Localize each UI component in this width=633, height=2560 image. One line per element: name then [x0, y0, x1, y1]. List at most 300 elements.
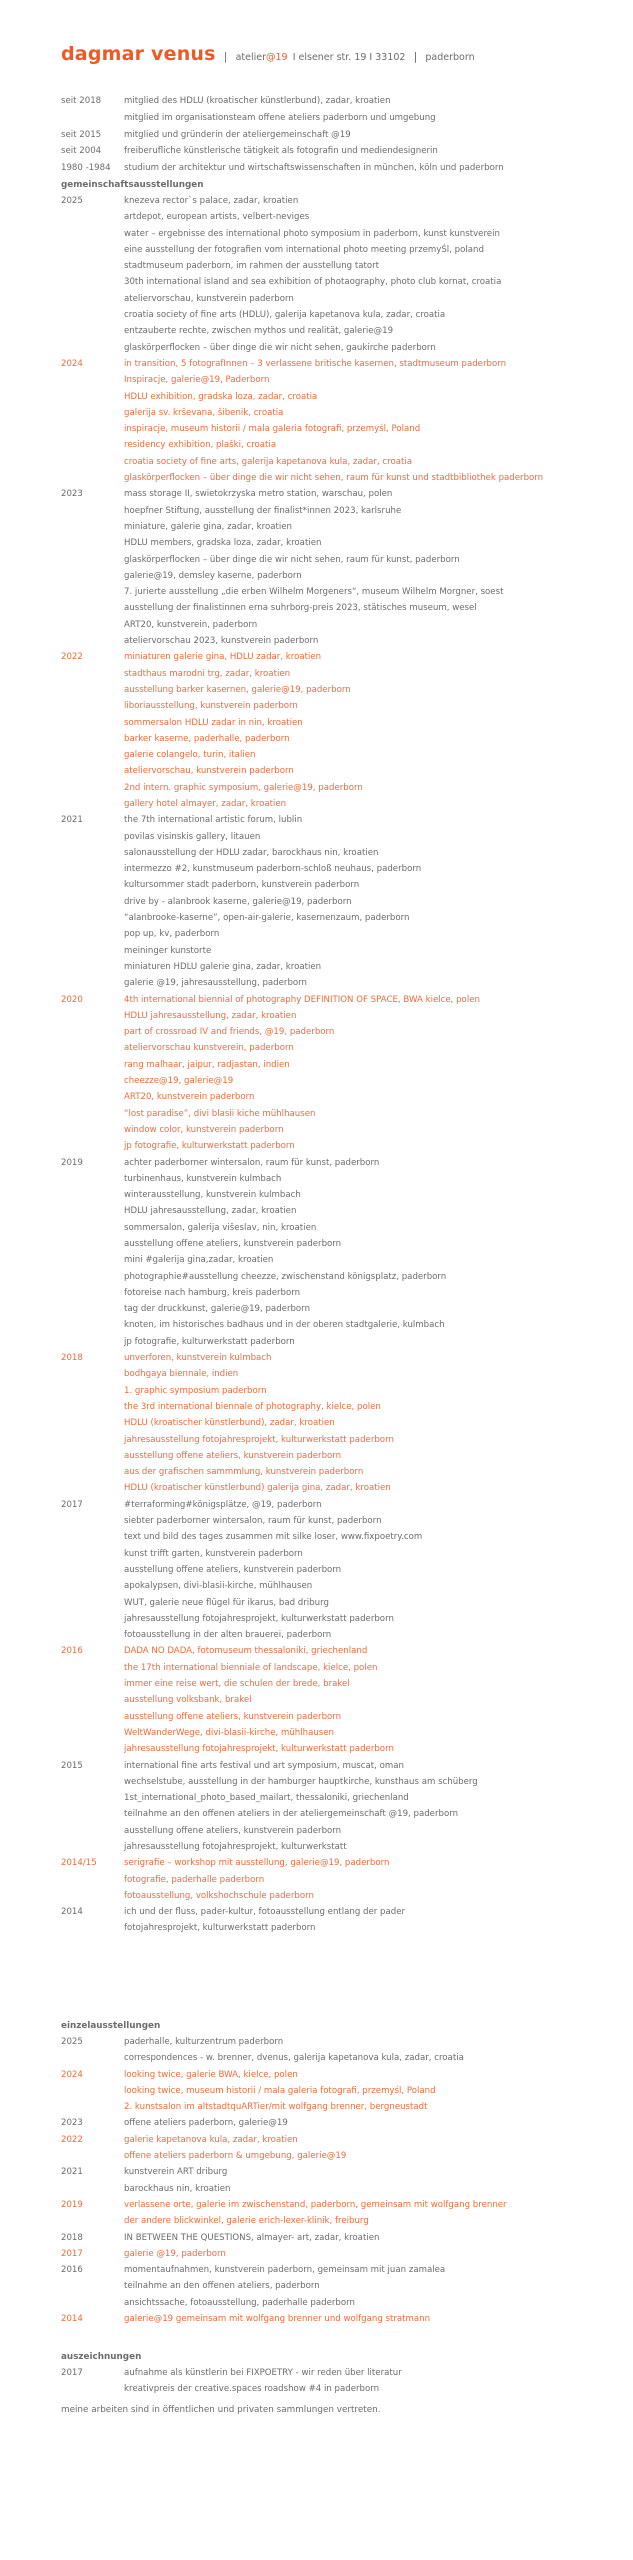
- entry-text: fotoausstellung, volkshochschule paderborn: [124, 1890, 314, 1901]
- list-item: [61, 600, 621, 616]
- entry-text: drive by - alanbrook kaserne, galerie@19, paderborn: [124, 896, 352, 907]
- entry-text: achter paderborner wintersalon, raum für kunst, paderborn: [124, 1157, 380, 1168]
- year-label: seit 2018: [61, 96, 102, 106]
- list-item: [61, 1578, 621, 1594]
- section-title: gemeinschaftsausstellungen: [61, 180, 204, 190]
- year-label: [61, 2181, 124, 2197]
- year-label: [61, 421, 124, 437]
- entry-text: siebter paderborner wintersalon, raum für kunst, paderborn: [124, 1516, 382, 1527]
- list-item: [61, 2278, 621, 2294]
- entry-text: liboriausstellung, kunstverein paderborn: [124, 701, 298, 712]
- group-exhibitions-list: [61, 193, 621, 1937]
- entry-text: ateliervorschau, kunstverein paderborn: [124, 293, 294, 304]
- year-label: seit 2004: [61, 146, 102, 157]
- list-item: [61, 1073, 621, 1089]
- entry-text: fotografie, paderhalle paderborn: [124, 1874, 265, 1885]
- list-item: [61, 2050, 621, 2066]
- year-label: [61, 1008, 124, 1024]
- list-item: [61, 682, 621, 698]
- entry-text: correspondences - w. brenner, dvenus, galerija kapetanova kula, zadar, croatia: [124, 2053, 464, 2064]
- entry-text: hoepfner Stiftung, ausstellung der finalist*innen 2023, karlsruhe: [124, 505, 402, 516]
- list-item: [61, 1888, 621, 1904]
- list-item: [61, 2067, 621, 2083]
- list-item: [61, 1806, 621, 1822]
- list-item: [61, 1513, 621, 1529]
- year-label: [61, 1464, 124, 1480]
- entry-text: barockhaus nin, kroatien: [124, 2183, 231, 2194]
- entry-text: photographie#ausstellung cheezze, zwischenstand königsplatz, paderborn: [124, 1271, 447, 1282]
- bio-item: [61, 160, 621, 177]
- year-label: [61, 617, 124, 633]
- list-item: [61, 2213, 621, 2229]
- collections-note: meine arbeiten sind in öffentlichen und privaten sammlungen vertreten.: [61, 2404, 381, 2415]
- address: I elsener str. 19 I 33102: [292, 52, 406, 63]
- year-label: [61, 2050, 124, 2066]
- separator: |: [413, 50, 418, 63]
- list-item: [61, 1709, 621, 1725]
- entry-text: “lost paradise”, divi blasii kiche mühlhausen: [124, 1108, 316, 1119]
- entry-text: galerie@19, demsley kaserne, paderborn: [124, 570, 302, 581]
- entry-text: offene ateliers paderborn, galerie@19: [124, 2118, 288, 2129]
- year-label: 2016: [61, 2265, 83, 2276]
- year-label: [61, 226, 124, 242]
- entry-text: residency exhibition, plaški, croatia: [124, 440, 277, 451]
- list-item: [61, 2230, 621, 2246]
- list-item: [61, 894, 621, 910]
- year-label: [61, 552, 124, 568]
- entry-text: galerie@19 gemeinsam mit wolfgang brenner und wolfgang stratmann: [124, 2314, 431, 2325]
- entry-text: jahresausstellung fotojahresprojekt, kulturwerkstatt: [124, 1841, 347, 1852]
- list-item: [61, 1758, 621, 1774]
- list-item: [61, 1627, 621, 1643]
- year-label: [61, 1823, 124, 1839]
- year-label: [61, 877, 124, 893]
- year-label: [61, 454, 124, 470]
- year-label: 2024: [61, 358, 83, 369]
- entry-text: looking twice, museum historii / mala galeria fotografi, przemyśl, Poland: [124, 2085, 436, 2096]
- entry-text: artdepot, european artists, velbert-neviges: [124, 212, 310, 223]
- list-item: [61, 1839, 621, 1855]
- year-label: 2016: [61, 1646, 83, 1657]
- list-item: [61, 372, 621, 388]
- entry-text: croatia society of fine arts, galerija kapetanova kula, zadar, croatia: [124, 456, 413, 467]
- year-label: [61, 780, 124, 796]
- entry-text: WUT, galerie neue flügel für ikarus, bad driburg: [124, 1597, 329, 1608]
- entry-text: international fine arts festival und art symposium, muscat, oman: [124, 1760, 404, 1771]
- list-item: [61, 389, 621, 405]
- list-item: [61, 307, 621, 323]
- year-label: [61, 1187, 124, 1203]
- list-item: [61, 1415, 621, 1431]
- entry-text: povilas visinskis gallery, litauen: [124, 831, 261, 842]
- year-label: [61, 1057, 124, 1073]
- year-label: [61, 2381, 124, 2397]
- list-item: [61, 1024, 621, 1040]
- year-label: [61, 1741, 124, 1757]
- entry-text: paderhalle, kulturzentrum paderborn: [124, 2037, 284, 2047]
- list-item: [61, 2099, 621, 2115]
- awards-list: [61, 2365, 621, 2398]
- entry-text: HDLU exhibition, gradska loza, zadar, croatia: [124, 391, 318, 402]
- year-label: [61, 829, 124, 845]
- list-item: [61, 617, 621, 633]
- year-label: [61, 633, 124, 649]
- entry-text: ausstellung offene ateliers, kunstverein paderborn: [124, 1239, 342, 1249]
- year-label: 2018: [61, 2232, 83, 2243]
- list-item: [61, 2246, 621, 2262]
- year-label: [61, 1024, 124, 1040]
- entry-text: ausstellung volksbank, brakel: [124, 1695, 252, 1706]
- list-item: [61, 1823, 621, 1839]
- entry-text: the 17th international bienniale of landscape, kielce, polen: [124, 1662, 378, 1673]
- year-label: [61, 600, 124, 616]
- list-item: [61, 1546, 621, 1562]
- list-item: [61, 1171, 621, 1187]
- year-label: [61, 1888, 124, 1904]
- entry-text: 4th international biennial of photography DEFINITION OF SPACE, BWA kielce, polen: [124, 994, 480, 1005]
- list-item: [61, 780, 621, 796]
- year-label: 2025: [61, 196, 83, 206]
- year-label: 2019: [61, 2199, 83, 2210]
- atelier-accent: @19: [266, 52, 288, 63]
- list-item: [61, 1692, 621, 1708]
- year-label: [61, 747, 124, 763]
- year-label: [61, 666, 124, 682]
- year-label: 2022: [61, 2134, 83, 2145]
- year-label: [61, 796, 124, 812]
- year-label: [61, 1790, 124, 1806]
- entry-text: ateliervorschau 2023, kunstverein paderborn: [124, 636, 319, 647]
- entry-text: cheezze@19, galerie@19: [124, 1076, 234, 1087]
- list-item: [61, 1138, 621, 1154]
- year-label: [61, 1089, 124, 1105]
- entry-text: HDLU (kroatischer künstlerbund) galerija gina, zadar, kroatien: [124, 1483, 391, 1494]
- entry-text: verlassene orte, galerie im zwischenstand, paderborn, gemeinsam mit wolfgang brenner: [124, 2199, 507, 2210]
- list-item: [61, 1611, 621, 1627]
- list-item: [61, 1040, 621, 1056]
- list-item: [61, 2311, 621, 2327]
- list-item: [61, 975, 621, 991]
- year-label: 2014: [61, 1907, 83, 1918]
- year-label: [61, 1334, 124, 1350]
- entry-text: looking twice, galerie BWA, kielce, polen: [124, 2069, 298, 2080]
- list-item: [61, 291, 621, 307]
- year-label: [61, 405, 124, 421]
- year-label: 2017: [61, 1499, 83, 1510]
- year-label: [61, 1839, 124, 1855]
- entry-text: galerie @19, paderborn: [124, 2248, 226, 2259]
- entry-text: #terraforming#königsplätze, @19, paderborn: [124, 1499, 322, 1510]
- list-item: [61, 552, 621, 568]
- entry-text: 2nd intern. graphic symposium, galerie@19, paderborn: [124, 782, 363, 793]
- list-item: [61, 1595, 621, 1611]
- year-label: 2025: [61, 2037, 83, 2047]
- list-item: [61, 535, 621, 551]
- year-label: 2021: [61, 815, 83, 826]
- entry-text: ich und der fluss, pader-kultur, fotoausstellung entlang der pader: [124, 1907, 406, 1918]
- entry-text: fotoausstellung in der alten brauerei, paderborn: [124, 1630, 332, 1641]
- year-label: [61, 1366, 124, 1382]
- year-label: [61, 1676, 124, 1692]
- year-label: [61, 307, 124, 323]
- year-label: [61, 1236, 124, 1252]
- year-label: [61, 1285, 124, 1301]
- year-label: [61, 1562, 124, 1578]
- entry-text: knoten, im historisches badhaus und in der oberen stadtgalerie, kulmbach: [124, 1320, 445, 1331]
- list-item: [61, 405, 621, 421]
- entry-text: 2. kunstsalon im altstadtquARTier/mit wolfgang brenner, bergneustadt: [124, 2102, 428, 2113]
- list-item: [61, 454, 621, 470]
- list-item: [61, 519, 621, 535]
- entry-text: miniaturen galerie gina, HDLU zadar, kroatien: [124, 652, 322, 663]
- year-label: 2017: [61, 2368, 83, 2378]
- list-item: [61, 1741, 621, 1757]
- entry-text: intermezzo #2, kunstmuseum paderborn-schloß neuhaus, paderborn: [124, 864, 422, 875]
- list-item: [61, 1203, 621, 1219]
- entry-text: text und bild des tages zusammen mit silke loser, www.fixpoetry.com: [124, 1532, 423, 1543]
- list-item: [61, 796, 621, 812]
- entry-text: rang malhaar, jaipur, radjastan, indien: [124, 1059, 290, 1070]
- entry-text: HDLU (kroatischer künstlerbund), zadar, kroatien: [124, 1418, 335, 1429]
- year-label: [61, 894, 124, 910]
- list-item: [61, 633, 621, 649]
- solo-exhibitions-section: [61, 2018, 621, 2327]
- bio-item: [61, 127, 621, 144]
- list-item: [61, 2262, 621, 2278]
- entry-text: ausstellung der finalistinnen erna suhrborg-preis 2023, stätisches museum, wesel: [124, 603, 477, 614]
- year-label: [61, 2278, 124, 2294]
- entry-text: glaskörperflocken – über dinge die wir nicht sehen, raum für kunst und stadtbibliothek paderborn: [124, 473, 544, 484]
- list-item: [61, 568, 621, 584]
- entry-text: HDLU jahresausstellung, zadar, kroatien: [124, 1010, 297, 1021]
- year-label: 2021: [61, 2167, 83, 2178]
- year-label: [61, 372, 124, 388]
- year-label: [61, 1725, 124, 1741]
- list-item: [61, 1236, 621, 1252]
- year-label: seit 2015: [61, 129, 102, 140]
- year-label: [61, 1448, 124, 1464]
- list-item: [61, 1725, 621, 1741]
- list-item: [61, 1872, 621, 1888]
- year-label: [61, 1171, 124, 1187]
- year-label: [61, 943, 124, 959]
- entry-text: mitglied des HDLU (kroatischer künstlerbund), zadar, kroatien: [124, 96, 391, 106]
- list-item: [61, 926, 621, 942]
- entry-text: aus der grafischen sammmlung, kunstverein paderborn: [124, 1467, 364, 1478]
- year-label: [61, 470, 124, 486]
- list-item: [61, 242, 621, 258]
- list-item: [61, 1676, 621, 1692]
- entry-text: kultursommer stadt paderborn, kunstverein paderborn: [124, 880, 360, 891]
- entry-text: mitglied im organisationsteam offene ateliers paderborn und umgebung: [124, 112, 436, 123]
- entry-text: jp fotografie, kulturwerkstatt paderborn: [124, 1336, 295, 1347]
- entry-text: freiberufliche künstlerische tätigkeit als fotografin und mediendesignerin: [124, 146, 438, 157]
- list-item: [61, 1497, 621, 1513]
- list-item: [61, 323, 621, 339]
- year-label: [61, 242, 124, 258]
- list-item: [61, 1643, 621, 1659]
- entry-text: galerie colangelo, turin, italien: [124, 750, 256, 761]
- entry-text: the 7th international artistic forum, lublin: [124, 815, 303, 826]
- year-label: [61, 1138, 124, 1154]
- atelier-label: atelier@19: [235, 52, 288, 63]
- year-label: [61, 2083, 124, 2099]
- list-item: [61, 1562, 621, 1578]
- entry-text: immer eine reise wert, die schulen der brede, brakel: [124, 1679, 350, 1690]
- year-label: [61, 731, 124, 747]
- year-label: [61, 2213, 124, 2229]
- list-item: [61, 356, 621, 372]
- list-item: [61, 421, 621, 437]
- entry-text: sommersalon, galerija višeslav, nin, kroatien: [124, 1222, 317, 1233]
- year-label: [61, 1203, 124, 1219]
- awards-section: [61, 2349, 621, 2418]
- entry-text: unverforen, kunstverein kulmbach: [124, 1353, 272, 1364]
- list-item: [61, 1269, 621, 1285]
- year-label: [61, 1122, 124, 1138]
- year-label: [61, 1317, 124, 1333]
- year-label: [61, 1399, 124, 1415]
- year-label: [61, 926, 124, 942]
- year-label: 2014: [61, 2314, 83, 2325]
- year-label: [61, 682, 124, 698]
- entry-text: 7. jurierte ausstellung „die erben Wilhelm Morgeners“, museum Wilhelm Morgner, soest: [124, 587, 504, 598]
- entry-text: turbinenhaus, kunstverein kulmbach: [124, 1173, 282, 1184]
- list-item: [61, 2132, 621, 2148]
- entry-text: part of crossroad IV and friends, @19, paderborn: [124, 1027, 335, 1038]
- year-label: 1980 -1984: [61, 163, 111, 174]
- entry-text: ART20, kunstverein paderborn: [124, 1092, 255, 1103]
- year-label: [61, 1611, 124, 1627]
- list-item: [61, 1529, 621, 1545]
- entry-text: water – ergebnisse des international photo symposium in paderborn, kunst kunstverein: [124, 228, 500, 239]
- list-item: [61, 1220, 621, 1236]
- list-item: [61, 763, 621, 779]
- year-label: 2018: [61, 1353, 83, 1364]
- year-label: [61, 1546, 124, 1562]
- list-item: [61, 959, 621, 975]
- bio-item: [61, 143, 621, 160]
- list-item: [61, 1383, 621, 1399]
- entry-text: bodhgaya biennale, indien: [124, 1369, 239, 1380]
- year-label: [61, 1480, 124, 1496]
- entry-text: mass storage II, swietokrzyska metro station, warschau, polen: [124, 489, 393, 500]
- list-item: [61, 731, 621, 747]
- year-label: [61, 1220, 124, 1236]
- city: paderborn: [425, 52, 475, 63]
- list-item: [61, 1334, 621, 1350]
- year-label: [61, 715, 124, 731]
- entry-text: knezeva rector`s palace, zadar, kroatien: [124, 196, 299, 206]
- year-label: [61, 1432, 124, 1448]
- list-item: [61, 812, 621, 828]
- separator: |: [223, 50, 228, 63]
- list-item: [61, 2164, 621, 2180]
- entry-text: mitglied und gründerin der ateliergemeinschaft @19: [124, 129, 351, 140]
- list-item: [61, 193, 621, 209]
- year-label: [61, 959, 124, 975]
- year-label: [61, 2295, 124, 2311]
- year-label: [61, 910, 124, 926]
- year-label: 2023: [61, 489, 83, 500]
- list-item: [61, 503, 621, 519]
- entry-text: salonausstellung der HDLU zadar, barockhaus nin, kroatien: [124, 847, 379, 858]
- list-item: [61, 747, 621, 763]
- list-item: [61, 1089, 621, 1105]
- list-item: [61, 1464, 621, 1480]
- year-label: 2014/15: [61, 1858, 97, 1869]
- entry-text: galerie kapetanova kula, zadar, kroatien: [124, 2134, 298, 2145]
- list-item: [61, 274, 621, 290]
- entry-text: DADA NO DADA, fotomuseum thessaloniki, griechenland: [124, 1646, 368, 1657]
- list-item: [61, 584, 621, 600]
- list-item: [61, 666, 621, 682]
- page-header: [61, 43, 475, 65]
- entry-text: apokalypsen, divi-blasii-kirche, mühlhausen: [124, 1581, 313, 1592]
- entry-text: mini #galerija gina,zadar, kroatien: [124, 1255, 274, 1266]
- list-item: [61, 829, 621, 845]
- entry-text: kunstverein ART driburg: [124, 2167, 228, 2178]
- list-item: [61, 861, 621, 877]
- year-label: [61, 1252, 124, 1268]
- entry-text: in transition, 5 fotografInnen – 3 verlassene britische kasernen, stadtmuseum paderborn: [124, 358, 507, 369]
- list-item: [61, 2115, 621, 2131]
- year-label: [61, 1040, 124, 1056]
- entry-text: meininger kunstorte: [124, 945, 212, 956]
- year-label: [61, 698, 124, 714]
- list-item: [61, 1432, 621, 1448]
- entry-text: “alanbrooke-kaserne”, open-air-galerie, kasernenzaum, paderborn: [124, 913, 410, 924]
- list-item: [61, 470, 621, 486]
- entry-text: jahresausstellung fotojahresprojekt, kulturwerkstatt paderborn: [124, 1744, 394, 1755]
- list-item: [61, 1122, 621, 1138]
- list-item: [61, 1920, 621, 1936]
- entry-text: ateliervorschau kunstverein, paderborn: [124, 1043, 294, 1054]
- list-item: [61, 992, 621, 1008]
- year-label: [61, 1872, 124, 1888]
- year-label: [61, 258, 124, 274]
- year-label: [61, 340, 124, 356]
- year-label: [61, 274, 124, 290]
- bio-item: [61, 93, 621, 110]
- year-label: [61, 1774, 124, 1790]
- year-label: 2019: [61, 1157, 83, 1168]
- entry-text: ausstellung barker kasernen, galerie@19, paderborn: [124, 684, 351, 695]
- entry-text: inspiracje, museum historii / mala galeria fotografi, przemyśl, Poland: [124, 424, 421, 435]
- list-item: [61, 910, 621, 926]
- year-label: [61, 1269, 124, 1285]
- entry-text: jp fotografie, kulturwerkstatt paderborn: [124, 1141, 295, 1152]
- year-label: 2020: [61, 994, 83, 1005]
- year-label: [61, 1073, 124, 1089]
- entry-text: studium der architektur und wirtschaftswissenschaften in münchen, köln und paderborn: [124, 163, 504, 174]
- entry-text: wechselstube, ausstellung in der hamburger hauptkirche, kunsthaus am schüberg: [124, 1776, 478, 1787]
- entry-text: aufnahme als künstlerin bei FIXPOETRY - wir reden über literatur: [124, 2368, 402, 2378]
- entry-text: ART20, kunstverein, paderborn: [124, 619, 258, 630]
- list-item: [61, 2148, 621, 2164]
- section-title: auszeichnungen: [61, 2352, 142, 2362]
- list-item: [61, 209, 621, 225]
- entry-text: galerija sv. krševana, šibenik, croatia: [124, 407, 284, 418]
- list-item: [61, 1301, 621, 1317]
- entry-text: stadthaus marodni trg, zadar, kroatien: [124, 668, 291, 679]
- entry-text: WeltWanderWege, divi-blasii-kirche, mühlhausen: [124, 1727, 334, 1738]
- year-label: [61, 437, 124, 453]
- year-label: 2015: [61, 1760, 83, 1771]
- entry-text: the 3rd international biennale of photography, kielce, polen: [124, 1401, 381, 1412]
- list-item: [61, 2034, 621, 2050]
- entry-text: stadtmuseum paderborn, im rahmen der ausstellung tatort: [124, 261, 379, 272]
